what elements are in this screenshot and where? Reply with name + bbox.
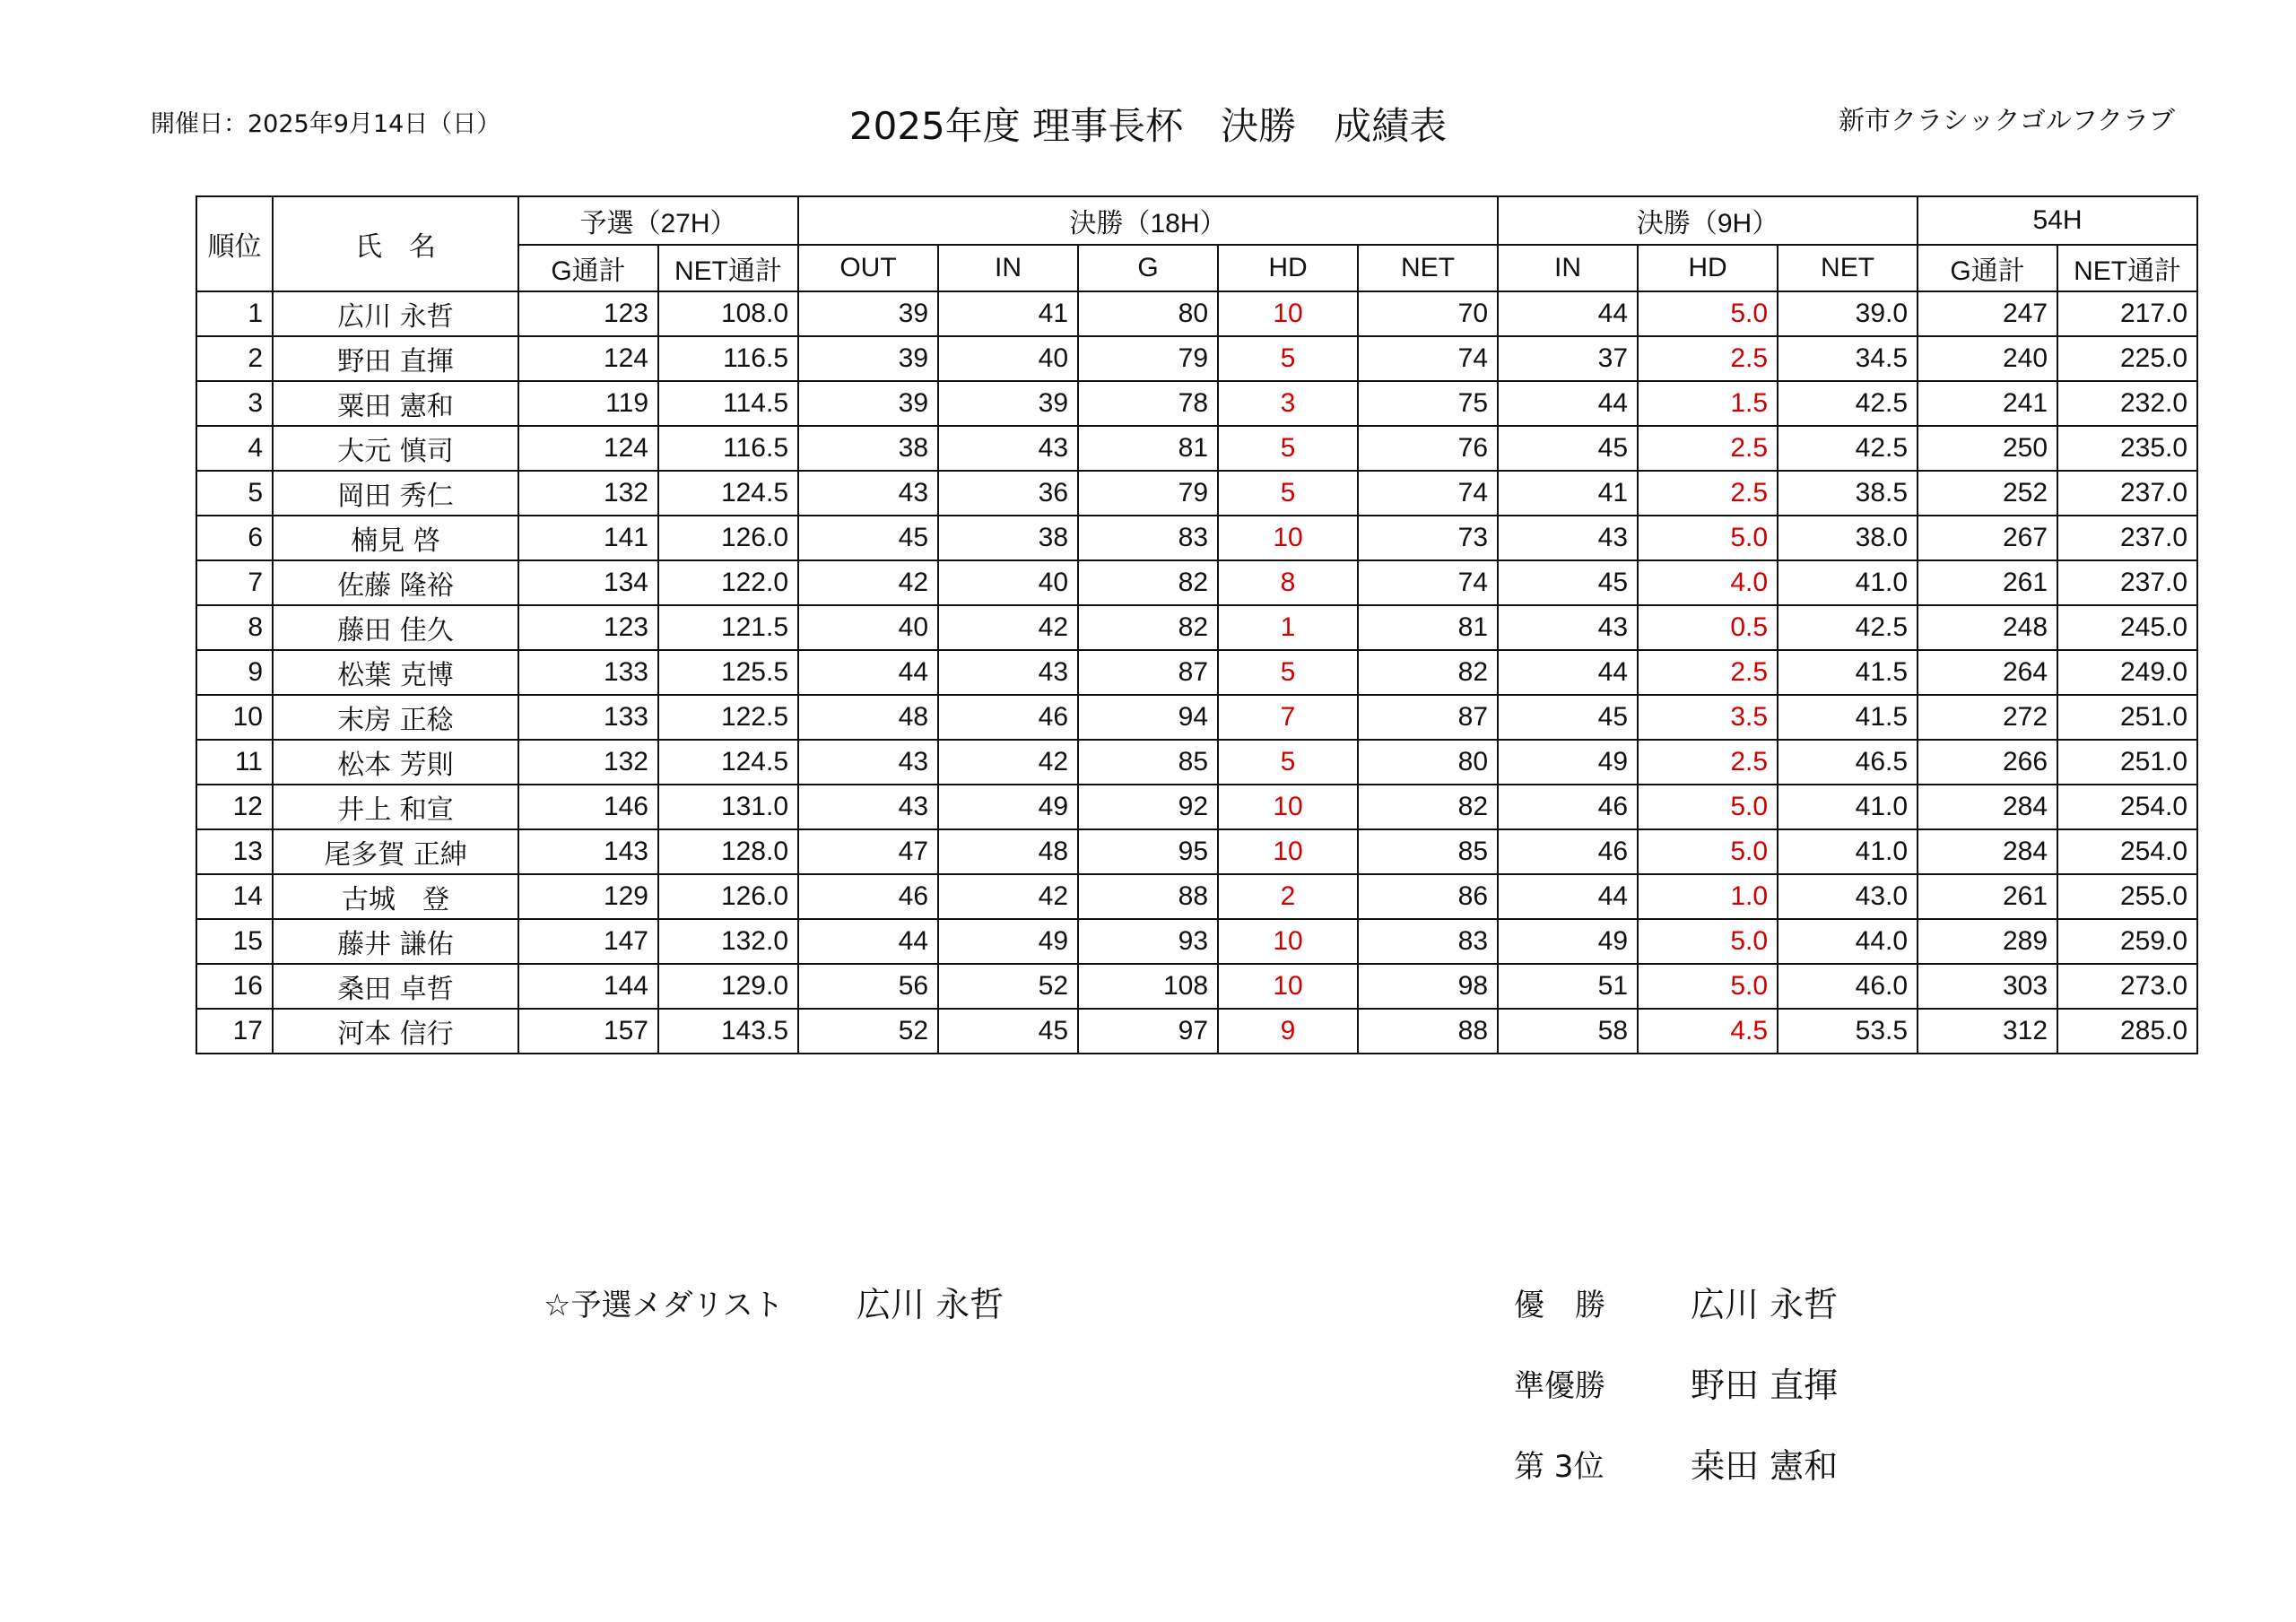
cell-prelim-g: 143 xyxy=(518,829,658,874)
header-name: 氏 名 xyxy=(273,196,518,291)
table-row xyxy=(196,291,2197,336)
cell-prelim-g: 124 xyxy=(518,426,658,471)
cell-prelim-net: 129.0 xyxy=(658,964,798,1009)
cell-player-name: 大元 慎司 xyxy=(273,426,518,471)
header-prelim-net: NET通計 xyxy=(658,245,798,291)
cell-prelim-g: 132 xyxy=(518,471,658,516)
cell-f9-in: 45 xyxy=(1498,426,1638,471)
header-f9-net: NET xyxy=(1778,245,1918,291)
header-final-9h: 決勝（9H） xyxy=(1498,196,1918,245)
cell-f9-in: 44 xyxy=(1498,381,1638,426)
cell-f18-out: 39 xyxy=(798,291,938,336)
cell-f9-in: 43 xyxy=(1498,605,1638,650)
cell-f18-g: 108 xyxy=(1078,964,1218,1009)
third-place-name: 桒田 憲和 xyxy=(1691,1446,1839,1486)
cell-f18-g: 92 xyxy=(1078,785,1218,829)
cell-prelim-net: 125.5 xyxy=(658,650,798,695)
cell-rank: 11 xyxy=(196,740,273,785)
cell-f18-net: 74 xyxy=(1358,560,1498,605)
cell-f9-hd: 5.0 xyxy=(1638,291,1778,336)
cell-f18-hd: 5 xyxy=(1218,650,1358,695)
cell-f9-in: 43 xyxy=(1498,516,1638,560)
cell-rank: 6 xyxy=(196,516,273,560)
cell-f18-hd: 5 xyxy=(1218,336,1358,381)
cell-f18-hd: 9 xyxy=(1218,1009,1358,1054)
cell-f9-hd: 5.0 xyxy=(1638,516,1778,560)
cell-prelim-g: 133 xyxy=(518,695,658,740)
cell-t54-net: 249.0 xyxy=(2057,650,2197,695)
cell-rank: 10 xyxy=(196,695,273,740)
table-row xyxy=(196,919,2197,964)
cell-t54-net: 254.0 xyxy=(2057,785,2197,829)
table-row xyxy=(196,964,2197,1009)
cell-prelim-g: 141 xyxy=(518,516,658,560)
cell-prelim-net: 108.0 xyxy=(658,291,798,336)
cell-f9-in: 44 xyxy=(1498,874,1638,919)
cell-prelim-g: 123 xyxy=(518,605,658,650)
cell-player-name: 松本 芳則 xyxy=(273,740,518,785)
table-row xyxy=(196,829,2197,874)
table-row xyxy=(196,740,2197,785)
cell-f18-in: 42 xyxy=(938,874,1078,919)
cell-player-name: 井上 和宣 xyxy=(273,785,518,829)
cell-f18-out: 56 xyxy=(798,964,938,1009)
cell-f9-net: 41.0 xyxy=(1778,560,1918,605)
cell-f9-hd: 1.5 xyxy=(1638,381,1778,426)
cell-prelim-g: 157 xyxy=(518,1009,658,1054)
cell-prelim-net: 126.0 xyxy=(658,874,798,919)
club-name: 新市クラシックゴルフクラブ xyxy=(1839,105,2175,135)
cell-f9-net: 43.0 xyxy=(1778,874,1918,919)
cell-player-name: 尾多賀 正紳 xyxy=(273,829,518,874)
header-f18-hd: HD xyxy=(1218,245,1358,291)
cell-f9-hd: 5.0 xyxy=(1638,964,1778,1009)
cell-f9-in: 44 xyxy=(1498,291,1638,336)
header-f18-net: NET xyxy=(1358,245,1498,291)
cell-t54-g: 303 xyxy=(1918,964,2057,1009)
cell-f9-hd: 2.5 xyxy=(1638,336,1778,381)
cell-f9-hd: 4.0 xyxy=(1638,560,1778,605)
cell-f9-in: 46 xyxy=(1498,829,1638,874)
header-f9-hd: HD xyxy=(1638,245,1778,291)
cell-f9-net: 46.5 xyxy=(1778,740,1918,785)
cell-f18-g: 82 xyxy=(1078,560,1218,605)
table-row xyxy=(196,650,2197,695)
cell-f18-net: 83 xyxy=(1358,919,1498,964)
cell-f18-out: 43 xyxy=(798,740,938,785)
cell-f18-net: 76 xyxy=(1358,426,1498,471)
cell-f9-hd: 2.5 xyxy=(1638,471,1778,516)
cell-rank: 3 xyxy=(196,381,273,426)
cell-prelim-g: 132 xyxy=(518,740,658,785)
cell-f9-hd: 3.5 xyxy=(1638,695,1778,740)
cell-f18-hd: 10 xyxy=(1218,516,1358,560)
cell-f18-in: 45 xyxy=(938,1009,1078,1054)
cell-player-name: 岡田 秀仁 xyxy=(273,471,518,516)
cell-f9-net: 41.5 xyxy=(1778,695,1918,740)
cell-prelim-g: 144 xyxy=(518,964,658,1009)
cell-rank: 5 xyxy=(196,471,273,516)
cell-prelim-net: 128.0 xyxy=(658,829,798,874)
medalist-name: 広川 永哲 xyxy=(857,1285,1004,1324)
table-row xyxy=(196,381,2197,426)
header-f9-in: IN xyxy=(1498,245,1638,291)
cell-player-name: 末房 正稔 xyxy=(273,695,518,740)
results-table xyxy=(196,195,2198,1054)
cell-prelim-g: 129 xyxy=(518,874,658,919)
cell-f18-g: 93 xyxy=(1078,919,1218,964)
results-body xyxy=(196,291,2197,1054)
cell-f18-hd: 10 xyxy=(1218,829,1358,874)
cell-rank: 8 xyxy=(196,605,273,650)
cell-t54-g: 248 xyxy=(1918,605,2057,650)
cell-f18-net: 74 xyxy=(1358,336,1498,381)
cell-rank: 2 xyxy=(196,336,273,381)
header-f18-g: G xyxy=(1078,245,1218,291)
cell-t54-g: 247 xyxy=(1918,291,2057,336)
cell-rank: 17 xyxy=(196,1009,273,1054)
cell-f18-net: 70 xyxy=(1358,291,1498,336)
cell-f18-hd: 5 xyxy=(1218,426,1358,471)
cell-f18-hd: 5 xyxy=(1218,740,1358,785)
cell-rank: 14 xyxy=(196,874,273,919)
cell-f18-net: 86 xyxy=(1358,874,1498,919)
cell-rank: 4 xyxy=(196,426,273,471)
cell-f18-in: 36 xyxy=(938,471,1078,516)
table-row xyxy=(196,471,2197,516)
cell-player-name: 粟田 憲和 xyxy=(273,381,518,426)
cell-f18-g: 97 xyxy=(1078,1009,1218,1054)
cell-f18-in: 43 xyxy=(938,426,1078,471)
cell-t54-net: 251.0 xyxy=(2057,740,2197,785)
cell-f9-in: 51 xyxy=(1498,964,1638,1009)
cell-f18-hd: 10 xyxy=(1218,964,1358,1009)
cell-f18-hd: 5 xyxy=(1218,471,1358,516)
cell-f9-hd: 2.5 xyxy=(1638,740,1778,785)
cell-f18-out: 43 xyxy=(798,785,938,829)
cell-f18-hd: 3 xyxy=(1218,381,1358,426)
cell-f18-in: 42 xyxy=(938,605,1078,650)
cell-t54-g: 267 xyxy=(1918,516,2057,560)
cell-f9-net: 42.5 xyxy=(1778,605,1918,650)
table-row xyxy=(196,426,2197,471)
medalist-label: ☆予選メダリスト xyxy=(544,1288,784,1323)
cell-f18-net: 73 xyxy=(1358,516,1498,560)
cell-prelim-net: 116.5 xyxy=(658,426,798,471)
cell-f9-hd: 5.0 xyxy=(1638,785,1778,829)
cell-prelim-net: 143.5 xyxy=(658,1009,798,1054)
cell-f18-in: 43 xyxy=(938,650,1078,695)
cell-t54-g: 261 xyxy=(1918,874,2057,919)
third-place-label: 第 3位 xyxy=(1514,1449,1605,1485)
cell-f18-net: 85 xyxy=(1358,829,1498,874)
cell-f9-in: 45 xyxy=(1498,560,1638,605)
header-f18-out: OUT xyxy=(798,245,938,291)
cell-rank: 13 xyxy=(196,829,273,874)
cell-f9-net: 34.5 xyxy=(1778,336,1918,381)
cell-f9-in: 41 xyxy=(1498,471,1638,516)
cell-f18-hd: 2 xyxy=(1218,874,1358,919)
cell-rank: 15 xyxy=(196,919,273,964)
cell-prelim-g: 147 xyxy=(518,919,658,964)
cell-f18-in: 39 xyxy=(938,381,1078,426)
header-prelim-g: G通計 xyxy=(518,245,658,291)
cell-prelim-net: 114.5 xyxy=(658,381,798,426)
cell-prelim-g: 133 xyxy=(518,650,658,695)
cell-prelim-net: 122.5 xyxy=(658,695,798,740)
winner-label: 優 勝 xyxy=(1514,1288,1605,1323)
cell-f18-out: 39 xyxy=(798,381,938,426)
cell-t54-net: 237.0 xyxy=(2057,560,2197,605)
cell-f9-in: 58 xyxy=(1498,1009,1638,1054)
cell-prelim-net: 124.5 xyxy=(658,740,798,785)
cell-f18-hd: 8 xyxy=(1218,560,1358,605)
cell-f18-out: 44 xyxy=(798,919,938,964)
cell-t54-net: 232.0 xyxy=(2057,381,2197,426)
table-row xyxy=(196,560,2197,605)
cell-t54-net: 245.0 xyxy=(2057,605,2197,650)
cell-t54-g: 250 xyxy=(1918,426,2057,471)
table-row xyxy=(196,785,2197,829)
cell-f9-hd: 1.0 xyxy=(1638,874,1778,919)
cell-f9-net: 41.0 xyxy=(1778,829,1918,874)
cell-prelim-net: 122.0 xyxy=(658,560,798,605)
cell-f18-out: 39 xyxy=(798,336,938,381)
cell-t54-g: 264 xyxy=(1918,650,2057,695)
cell-f9-hd: 4.5 xyxy=(1638,1009,1778,1054)
cell-f18-out: 42 xyxy=(798,560,938,605)
cell-f9-hd: 2.5 xyxy=(1638,426,1778,471)
cell-prelim-net: 121.5 xyxy=(658,605,798,650)
cell-t54-g: 284 xyxy=(1918,829,2057,874)
cell-f18-net: 88 xyxy=(1358,1009,1498,1054)
cell-f18-out: 52 xyxy=(798,1009,938,1054)
cell-t54-net: 237.0 xyxy=(2057,471,2197,516)
cell-f18-g: 85 xyxy=(1078,740,1218,785)
cell-f9-net: 38.5 xyxy=(1778,471,1918,516)
cell-player-name: 藤田 佳久 xyxy=(273,605,518,650)
cell-f9-net: 53.5 xyxy=(1778,1009,1918,1054)
cell-f9-net: 41.5 xyxy=(1778,650,1918,695)
cell-f18-g: 79 xyxy=(1078,336,1218,381)
cell-t54-g: 241 xyxy=(1918,381,2057,426)
cell-f18-g: 88 xyxy=(1078,874,1218,919)
cell-f9-hd: 2.5 xyxy=(1638,650,1778,695)
cell-f18-out: 38 xyxy=(798,426,938,471)
header-prelim: 予選（27H） xyxy=(518,196,798,245)
cell-prelim-g: 123 xyxy=(518,291,658,336)
cell-f18-out: 40 xyxy=(798,605,938,650)
cell-f9-net: 42.5 xyxy=(1778,426,1918,471)
cell-f18-out: 47 xyxy=(798,829,938,874)
cell-t54-g: 240 xyxy=(1918,336,2057,381)
cell-f9-net: 39.0 xyxy=(1778,291,1918,336)
cell-f18-in: 46 xyxy=(938,695,1078,740)
cell-f18-out: 45 xyxy=(798,516,938,560)
page-title: 2025年度 理事長杯 決勝 成績表 xyxy=(848,104,1448,148)
cell-t54-net: 251.0 xyxy=(2057,695,2197,740)
cell-f18-g: 94 xyxy=(1078,695,1218,740)
event-date: 開催日：2025年9月14日（日） xyxy=(151,110,501,138)
cell-rank: 7 xyxy=(196,560,273,605)
cell-f18-net: 82 xyxy=(1358,650,1498,695)
cell-t54-g: 272 xyxy=(1918,695,2057,740)
cell-f9-hd: 5.0 xyxy=(1638,829,1778,874)
cell-f18-hd: 10 xyxy=(1218,291,1358,336)
runner-up-name: 野田 直揮 xyxy=(1691,1366,1839,1405)
cell-f18-in: 41 xyxy=(938,291,1078,336)
cell-t54-net: 259.0 xyxy=(2057,919,2197,964)
table-row xyxy=(196,605,2197,650)
cell-player-name: 楠見 啓 xyxy=(273,516,518,560)
cell-f18-net: 74 xyxy=(1358,471,1498,516)
cell-f18-hd: 10 xyxy=(1218,785,1358,829)
cell-t54-net: 254.0 xyxy=(2057,829,2197,874)
table-row xyxy=(196,695,2197,740)
cell-f9-hd: 5.0 xyxy=(1638,919,1778,964)
cell-f18-net: 75 xyxy=(1358,381,1498,426)
table-row xyxy=(196,874,2197,919)
cell-f18-in: 40 xyxy=(938,560,1078,605)
cell-f18-in: 52 xyxy=(938,964,1078,1009)
cell-f18-hd: 1 xyxy=(1218,605,1358,650)
cell-f18-in: 49 xyxy=(938,785,1078,829)
header-f18-in: IN xyxy=(938,245,1078,291)
cell-f18-in: 49 xyxy=(938,919,1078,964)
cell-f9-net: 41.0 xyxy=(1778,785,1918,829)
cell-f18-out: 48 xyxy=(798,695,938,740)
header-t54-g: G通計 xyxy=(1918,245,2057,291)
cell-player-name: 藤井 謙佑 xyxy=(273,919,518,964)
cell-f9-net: 44.0 xyxy=(1778,919,1918,964)
cell-f18-hd: 7 xyxy=(1218,695,1358,740)
cell-f9-in: 49 xyxy=(1498,919,1638,964)
cell-f18-in: 40 xyxy=(938,336,1078,381)
cell-f9-in: 37 xyxy=(1498,336,1638,381)
cell-t54-net: 273.0 xyxy=(2057,964,2197,1009)
cell-player-name: 松葉 克博 xyxy=(273,650,518,695)
cell-t54-g: 261 xyxy=(1918,560,2057,605)
cell-f9-hd: 0.5 xyxy=(1638,605,1778,650)
cell-t54-g: 289 xyxy=(1918,919,2057,964)
cell-player-name: 佐藤 隆裕 xyxy=(273,560,518,605)
cell-prelim-net: 116.5 xyxy=(658,336,798,381)
header-final-18h: 決勝（18H） xyxy=(798,196,1498,245)
table-row xyxy=(196,336,2197,381)
cell-player-name: 河本 信行 xyxy=(273,1009,518,1054)
cell-rank: 12 xyxy=(196,785,273,829)
cell-f18-hd: 10 xyxy=(1218,919,1358,964)
cell-f18-net: 87 xyxy=(1358,695,1498,740)
cell-f18-net: 98 xyxy=(1358,964,1498,1009)
cell-f18-g: 78 xyxy=(1078,381,1218,426)
cell-rank: 9 xyxy=(196,650,273,695)
cell-f9-in: 44 xyxy=(1498,650,1638,695)
cell-prelim-g: 134 xyxy=(518,560,658,605)
cell-t54-net: 237.0 xyxy=(2057,516,2197,560)
cell-player-name: 広川 永哲 xyxy=(273,291,518,336)
header-t54-net: NET通計 xyxy=(2057,245,2197,291)
cell-t54-g: 312 xyxy=(1918,1009,2057,1054)
cell-player-name: 古城 登 xyxy=(273,874,518,919)
cell-f9-in: 45 xyxy=(1498,695,1638,740)
cell-f18-net: 81 xyxy=(1358,605,1498,650)
cell-f18-g: 80 xyxy=(1078,291,1218,336)
cell-f9-net: 46.0 xyxy=(1778,964,1918,1009)
cell-f9-in: 49 xyxy=(1498,740,1638,785)
cell-f9-net: 42.5 xyxy=(1778,381,1918,426)
cell-f9-net: 38.0 xyxy=(1778,516,1918,560)
table-row xyxy=(196,516,2197,560)
cell-prelim-net: 124.5 xyxy=(658,471,798,516)
cell-f18-out: 44 xyxy=(798,650,938,695)
cell-t54-net: 235.0 xyxy=(2057,426,2197,471)
cell-f18-g: 83 xyxy=(1078,516,1218,560)
cell-f18-in: 42 xyxy=(938,740,1078,785)
cell-t54-net: 217.0 xyxy=(2057,291,2197,336)
cell-prelim-net: 126.0 xyxy=(658,516,798,560)
cell-f18-in: 38 xyxy=(938,516,1078,560)
cell-prelim-net: 132.0 xyxy=(658,919,798,964)
cell-f18-g: 79 xyxy=(1078,471,1218,516)
cell-f18-g: 82 xyxy=(1078,605,1218,650)
runner-up-label: 準優勝 xyxy=(1514,1368,1605,1404)
cell-prelim-g: 124 xyxy=(518,336,658,381)
cell-f18-out: 43 xyxy=(798,471,938,516)
cell-f18-out: 46 xyxy=(798,874,938,919)
header-rank: 順位 xyxy=(196,196,273,291)
cell-t54-net: 285.0 xyxy=(2057,1009,2197,1054)
cell-t54-g: 266 xyxy=(1918,740,2057,785)
cell-t54-net: 255.0 xyxy=(2057,874,2197,919)
header-total-54h: 54H xyxy=(1918,196,2197,245)
cell-rank: 16 xyxy=(196,964,273,1009)
cell-f18-in: 48 xyxy=(938,829,1078,874)
cell-f18-g: 81 xyxy=(1078,426,1218,471)
cell-f9-in: 46 xyxy=(1498,785,1638,829)
cell-t54-g: 284 xyxy=(1918,785,2057,829)
cell-player-name: 桑田 卓哲 xyxy=(273,964,518,1009)
cell-f18-net: 80 xyxy=(1358,740,1498,785)
cell-prelim-g: 119 xyxy=(518,381,658,426)
cell-f18-g: 87 xyxy=(1078,650,1218,695)
cell-f18-g: 95 xyxy=(1078,829,1218,874)
cell-t54-net: 225.0 xyxy=(2057,336,2197,381)
cell-player-name: 野田 直揮 xyxy=(273,336,518,381)
cell-rank: 1 xyxy=(196,291,273,336)
table-row xyxy=(196,1009,2197,1054)
cell-prelim-net: 131.0 xyxy=(658,785,798,829)
cell-prelim-g: 146 xyxy=(518,785,658,829)
winner-name: 広川 永哲 xyxy=(1691,1285,1839,1324)
cell-t54-g: 252 xyxy=(1918,471,2057,516)
cell-f18-net: 82 xyxy=(1358,785,1498,829)
